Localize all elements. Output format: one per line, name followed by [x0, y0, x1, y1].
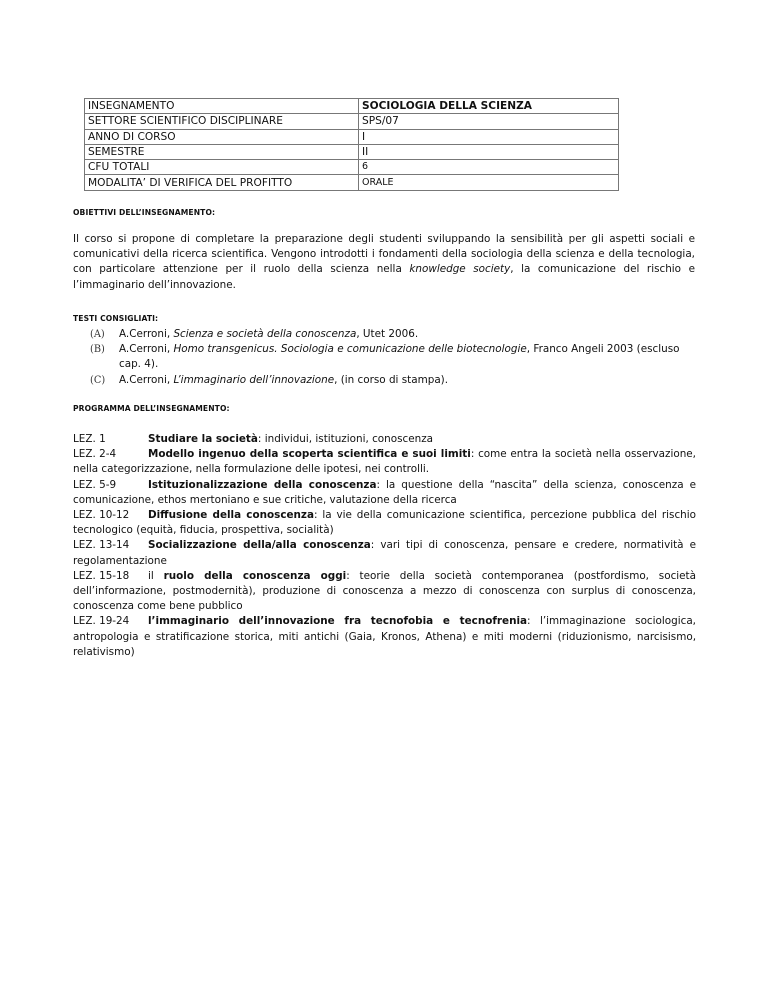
- lesson-title: l’immaginario dell’innovazione fra tecnofobia e tecnofrenia: [148, 615, 528, 628]
- program-heading: PROGRAMMA DELL’INSEGNAMENTO:: [73, 404, 230, 413]
- item-author: A.Cerroni,: [119, 328, 174, 340]
- objectives-text-1: Il corso si propone di completare la preparazione degli studenti sviluppando la sensibilità per gli aspetti sociali e comunicativi della ricerca scientifica. Vengono introdotti i fondamenti della sociologia della scienza e della tecnologia, con particolare attenzione per il ruolo della scienza nella: [73, 233, 695, 276]
- list-item: [90, 342, 698, 372]
- objectives-text-2: , la comunicazione del rischio e l’immaginario dell’innovazione.: [73, 263, 695, 291]
- lesson-desc: : la vie della comunicazione scientifica, percezione pubblica del rischio tecnologico (equità, fiducia, prospettiva, socialità): [73, 509, 696, 537]
- item-label: (B): [90, 344, 105, 356]
- lesson-title: Socializzazione della/alla conoscenza: [148, 539, 371, 552]
- lesson-number: LEZ. 19-24: [73, 615, 130, 628]
- table-row: [85, 99, 619, 114]
- lesson-title: Diffusione della conoscenza: [148, 509, 314, 522]
- item-title: Homo transgenicus. Sociologia e comunicazione delle biotecnologie: [173, 343, 527, 356]
- lesson-desc: : come entra la società nella osservazione, nella categorizzazione, nella formulazione delle ipotesi, nei controlli.: [73, 448, 696, 476]
- table-row: [85, 175, 619, 190]
- item-title: L’immaginario dell’innovazione: [173, 373, 335, 386]
- recommended-texts-list: [90, 327, 698, 388]
- item-title: Scienza e società della conoscenza: [173, 328, 357, 340]
- row-value: 6: [359, 160, 619, 175]
- lesson-pre: il: [148, 569, 164, 582]
- table-row: [85, 129, 619, 144]
- row-label: ANNO DI CORSO: [85, 129, 359, 144]
- lesson-item: [73, 614, 696, 660]
- objectives-heading: OBIETTIVI DELL’INSEGNAMENTO:: [73, 208, 216, 217]
- table-row: [85, 114, 619, 129]
- lesson-title: Studiare la società: [148, 433, 258, 445]
- item-label: (A): [90, 329, 105, 340]
- row-label: INSEGNAMENTO: [85, 99, 359, 114]
- table-row: [85, 144, 619, 159]
- lesson-desc: : vari tipi di conoscenza, pensare e credere, normatività e regolamentazione: [73, 539, 696, 567]
- item-author: A.Cerroni,: [119, 373, 174, 386]
- item-rest: , (in corso di stampa).: [334, 373, 449, 386]
- lesson-item: [73, 478, 696, 508]
- row-value: ORALE: [359, 175, 619, 190]
- lesson-item: [73, 538, 696, 568]
- lesson-number: LEZ. 15-18: [73, 569, 130, 582]
- row-value: SOCIOLOGIA DELLA SCIENZA: [359, 99, 619, 114]
- lesson-title: ruolo della conoscenza oggi: [163, 569, 347, 582]
- lesson-title: Modello ingenuo della scoperta scientifica e suoi limiti: [148, 448, 471, 461]
- lesson-number: LEZ. 5-9: [73, 478, 117, 491]
- lesson-number: LEZ. 13-14: [73, 539, 130, 552]
- item-rest: , Franco Angeli 2003 (escluso cap. 4).: [119, 343, 680, 371]
- lesson-number: LEZ. 1: [73, 433, 106, 445]
- program-lessons: [73, 432, 696, 660]
- lesson-item: [73, 569, 696, 615]
- row-label: SETTORE SCIENTIFICO DISCIPLINARE: [85, 114, 359, 129]
- row-value: II: [359, 144, 619, 159]
- item-rest: , Utet 2006.: [356, 328, 419, 340]
- row-value: SPS/07: [359, 114, 619, 129]
- table-row: [85, 160, 619, 175]
- list-item: [90, 327, 698, 342]
- lesson-desc: : teorie della società contemporanea (postfordismo, società dell’informazione, postmodernità), produzione di conoscenza a mezzo di conoscenza con surplus di conoscenza, conoscenza come bene pubblico: [73, 569, 696, 613]
- lesson-number: LEZ. 10-12: [73, 509, 130, 522]
- row-value: I: [359, 129, 619, 144]
- lesson-desc: : la questione della “nascita” della scienza, conoscenza e comunicazione, ethos mertoniano e sue critiche, valutazione della ricerca: [73, 478, 696, 506]
- objectives-text-italic: knowledge society: [409, 263, 511, 276]
- lesson-item: [73, 432, 696, 447]
- lesson-desc: : individui, istituzioni, conoscenza: [257, 433, 434, 445]
- row-label: SEMESTRE: [85, 144, 359, 159]
- texts-heading: TESTI CONSIGLIATI:: [73, 314, 159, 323]
- row-label: MODALITA’ DI VERIFICA DEL PROFITTO: [85, 175, 359, 190]
- item-label: (C): [90, 374, 106, 386]
- lesson-desc: : l’immaginazione sociologica, antropologia e stratificazione storica, miti antichi (Gaia, Kronos, Athena) e miti moderni (riduzionismo, narcisismo, relativismo): [73, 615, 696, 658]
- row-label: CFU TOTALI: [85, 160, 359, 175]
- lesson-number: LEZ. 2-4: [73, 448, 117, 461]
- item-author: A.Cerroni,: [119, 343, 174, 356]
- list-item: [90, 373, 698, 388]
- objectives-paragraph: [73, 232, 695, 293]
- lesson-item: [73, 447, 696, 477]
- lesson-title: Istituzionalizzazione della conoscenza: [148, 478, 377, 491]
- course-info-table: [84, 98, 619, 191]
- lesson-item: [73, 508, 696, 538]
